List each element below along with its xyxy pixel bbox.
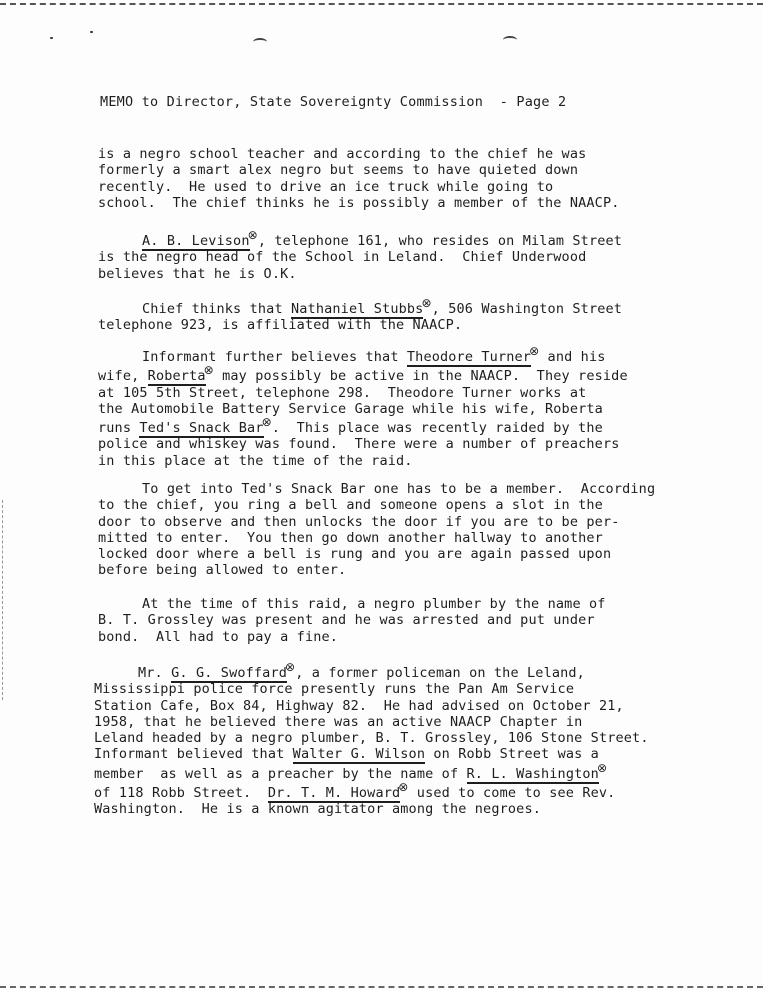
underlined-name: A. B. Levison [142,233,250,249]
text-fragment: and his [539,349,606,365]
text-line [94,662,704,681]
underlined-name: Nathaniel Stubbs [291,301,424,317]
text-line: the Automobile Battery Service Garage while his wife, Roberta [98,400,603,417]
paragraph-turner [98,346,708,469]
memo-header: MEMO to Director, State Sovereignty Commission - Page 2 [100,94,567,110]
text-fragment: Mr. [138,665,172,681]
text-fragment: on Robb Street was a [425,746,599,763]
text-line: before being allowed to enter. [98,562,347,579]
text-line: mitted to enter. You then go down another hallway to another [98,529,603,546]
text-line [98,298,708,317]
text-fragment: , telephone 161, who resides on Milam Street [257,233,623,249]
text-fragment: Chief thinks that [142,301,291,317]
underlined-name: Ted's Snack Bar [139,420,264,437]
punch-mark [503,36,517,44]
margin-check-mark: ⊗ [261,415,272,430]
margin-check-mark: ⊗ [203,363,214,378]
text-line: Station Cafe, Box 84, Highway 82. He had advised on October 21, [94,697,624,714]
punch-mark [253,38,267,46]
underlined-name: Theodore Turner [406,349,532,365]
text-line: Washington. He is a known agitator among the negroes. [94,801,541,818]
paragraph-teacher [98,146,708,211]
text-fragment: . This place was recently raided by the [271,420,603,437]
text-line [98,346,708,365]
text-line: in this place at the time of the raid. [98,452,413,469]
text-line: Leland headed by a negro plumber, B. T. Grossley, 106 Stone Street. [94,730,649,747]
text-line [94,746,704,762]
text-fragment: member as well as a preacher by the name of [94,765,467,782]
text-line: is a negro school teacher and according to the chief he was [98,146,587,162]
text-line: school. The chief thinks he is possibly a member of the NAACP. [98,194,620,211]
text-fragment: may possibly be active in the NAACP. They reside [213,368,628,385]
text-line: door to observe and then unlocks the door if you are to be per- [98,513,620,530]
text-fragment: runs [98,420,140,437]
text-line: believes that he is O.K. [98,265,297,282]
scan-left-edge [2,500,3,700]
margin-check-mark: ⊗ [398,780,409,795]
text-line: recently. He used to drive an ice truck while going to [98,178,554,195]
margin-check-mark: ⊗ [285,660,296,674]
paragraph-snack-bar [98,481,708,579]
text-line: B. T. Grossley was present and he was arrested and put under [98,612,595,629]
paragraph-stubbs [98,298,708,334]
scan-speck [50,37,53,39]
text-line: at 105 5th Street, telephone 298. Theodore Turner works at [98,384,587,401]
scan-speck [90,31,93,33]
text-fragment: used to come to see Rev. [408,785,616,802]
text-line: 1958, that he believed there was an active NAACP Chapter in [94,713,583,730]
underlined-name: Walter G. Wilson [292,746,426,763]
underlined-name: Roberta [147,368,206,385]
text-line: is the negro head of the School in Leland. Chief Underwood [98,249,587,266]
text-line [98,365,708,384]
paragraph-swoffard [94,662,704,818]
underlined-name: G. G. Swoffard [171,665,288,681]
text-line: formerly a smart alex negro but seems to have quieted down [98,162,579,179]
text-line [98,417,708,436]
text-line [98,230,708,249]
text-line: locked door where a bell is rung and you are again passed upon [98,546,612,563]
text-fragment: Informant further believes that [142,349,407,365]
paragraph-levison [98,230,708,282]
text-line: police and whiskey was found. There were a number of preachers [98,436,620,453]
text-fragment: Informant believed that [94,746,293,763]
scan-top-edge [0,3,763,5]
underlined-name: R. L. Washington [466,765,599,782]
margin-check-mark: ⊗ [247,228,258,242]
text-fragment: wife, [98,368,148,385]
text-fragment: , a former policeman on the Leland, [295,665,585,681]
text-fragment: , 506 Washington Street [431,301,623,317]
text-line: telephone 923, is affiliated with the NAACP. [98,317,463,334]
text-line: At the time of this raid, a negro plumber by the name of [142,596,606,612]
underlined-name: Dr. T. M. Howard [267,785,401,802]
text-line: to the chief, you ring a bell and someone opens a slot in the [98,497,603,514]
margin-check-mark: ⊗ [529,344,540,358]
text-line: To get into Ted's Snack Bar one has to be a member. According [142,481,656,497]
text-line [94,782,704,801]
paragraph-raid [98,596,708,645]
margin-check-mark: ⊗ [596,760,608,775]
scan-bottom-edge [0,986,763,988]
text-line: Mississippi police force presently runs the Pan Am Service [94,681,575,698]
text-fragment: of 118 Robb Street. [94,785,268,802]
margin-check-mark: ⊗ [421,296,432,310]
text-line: bond. All had to pay a fine. [98,628,339,645]
